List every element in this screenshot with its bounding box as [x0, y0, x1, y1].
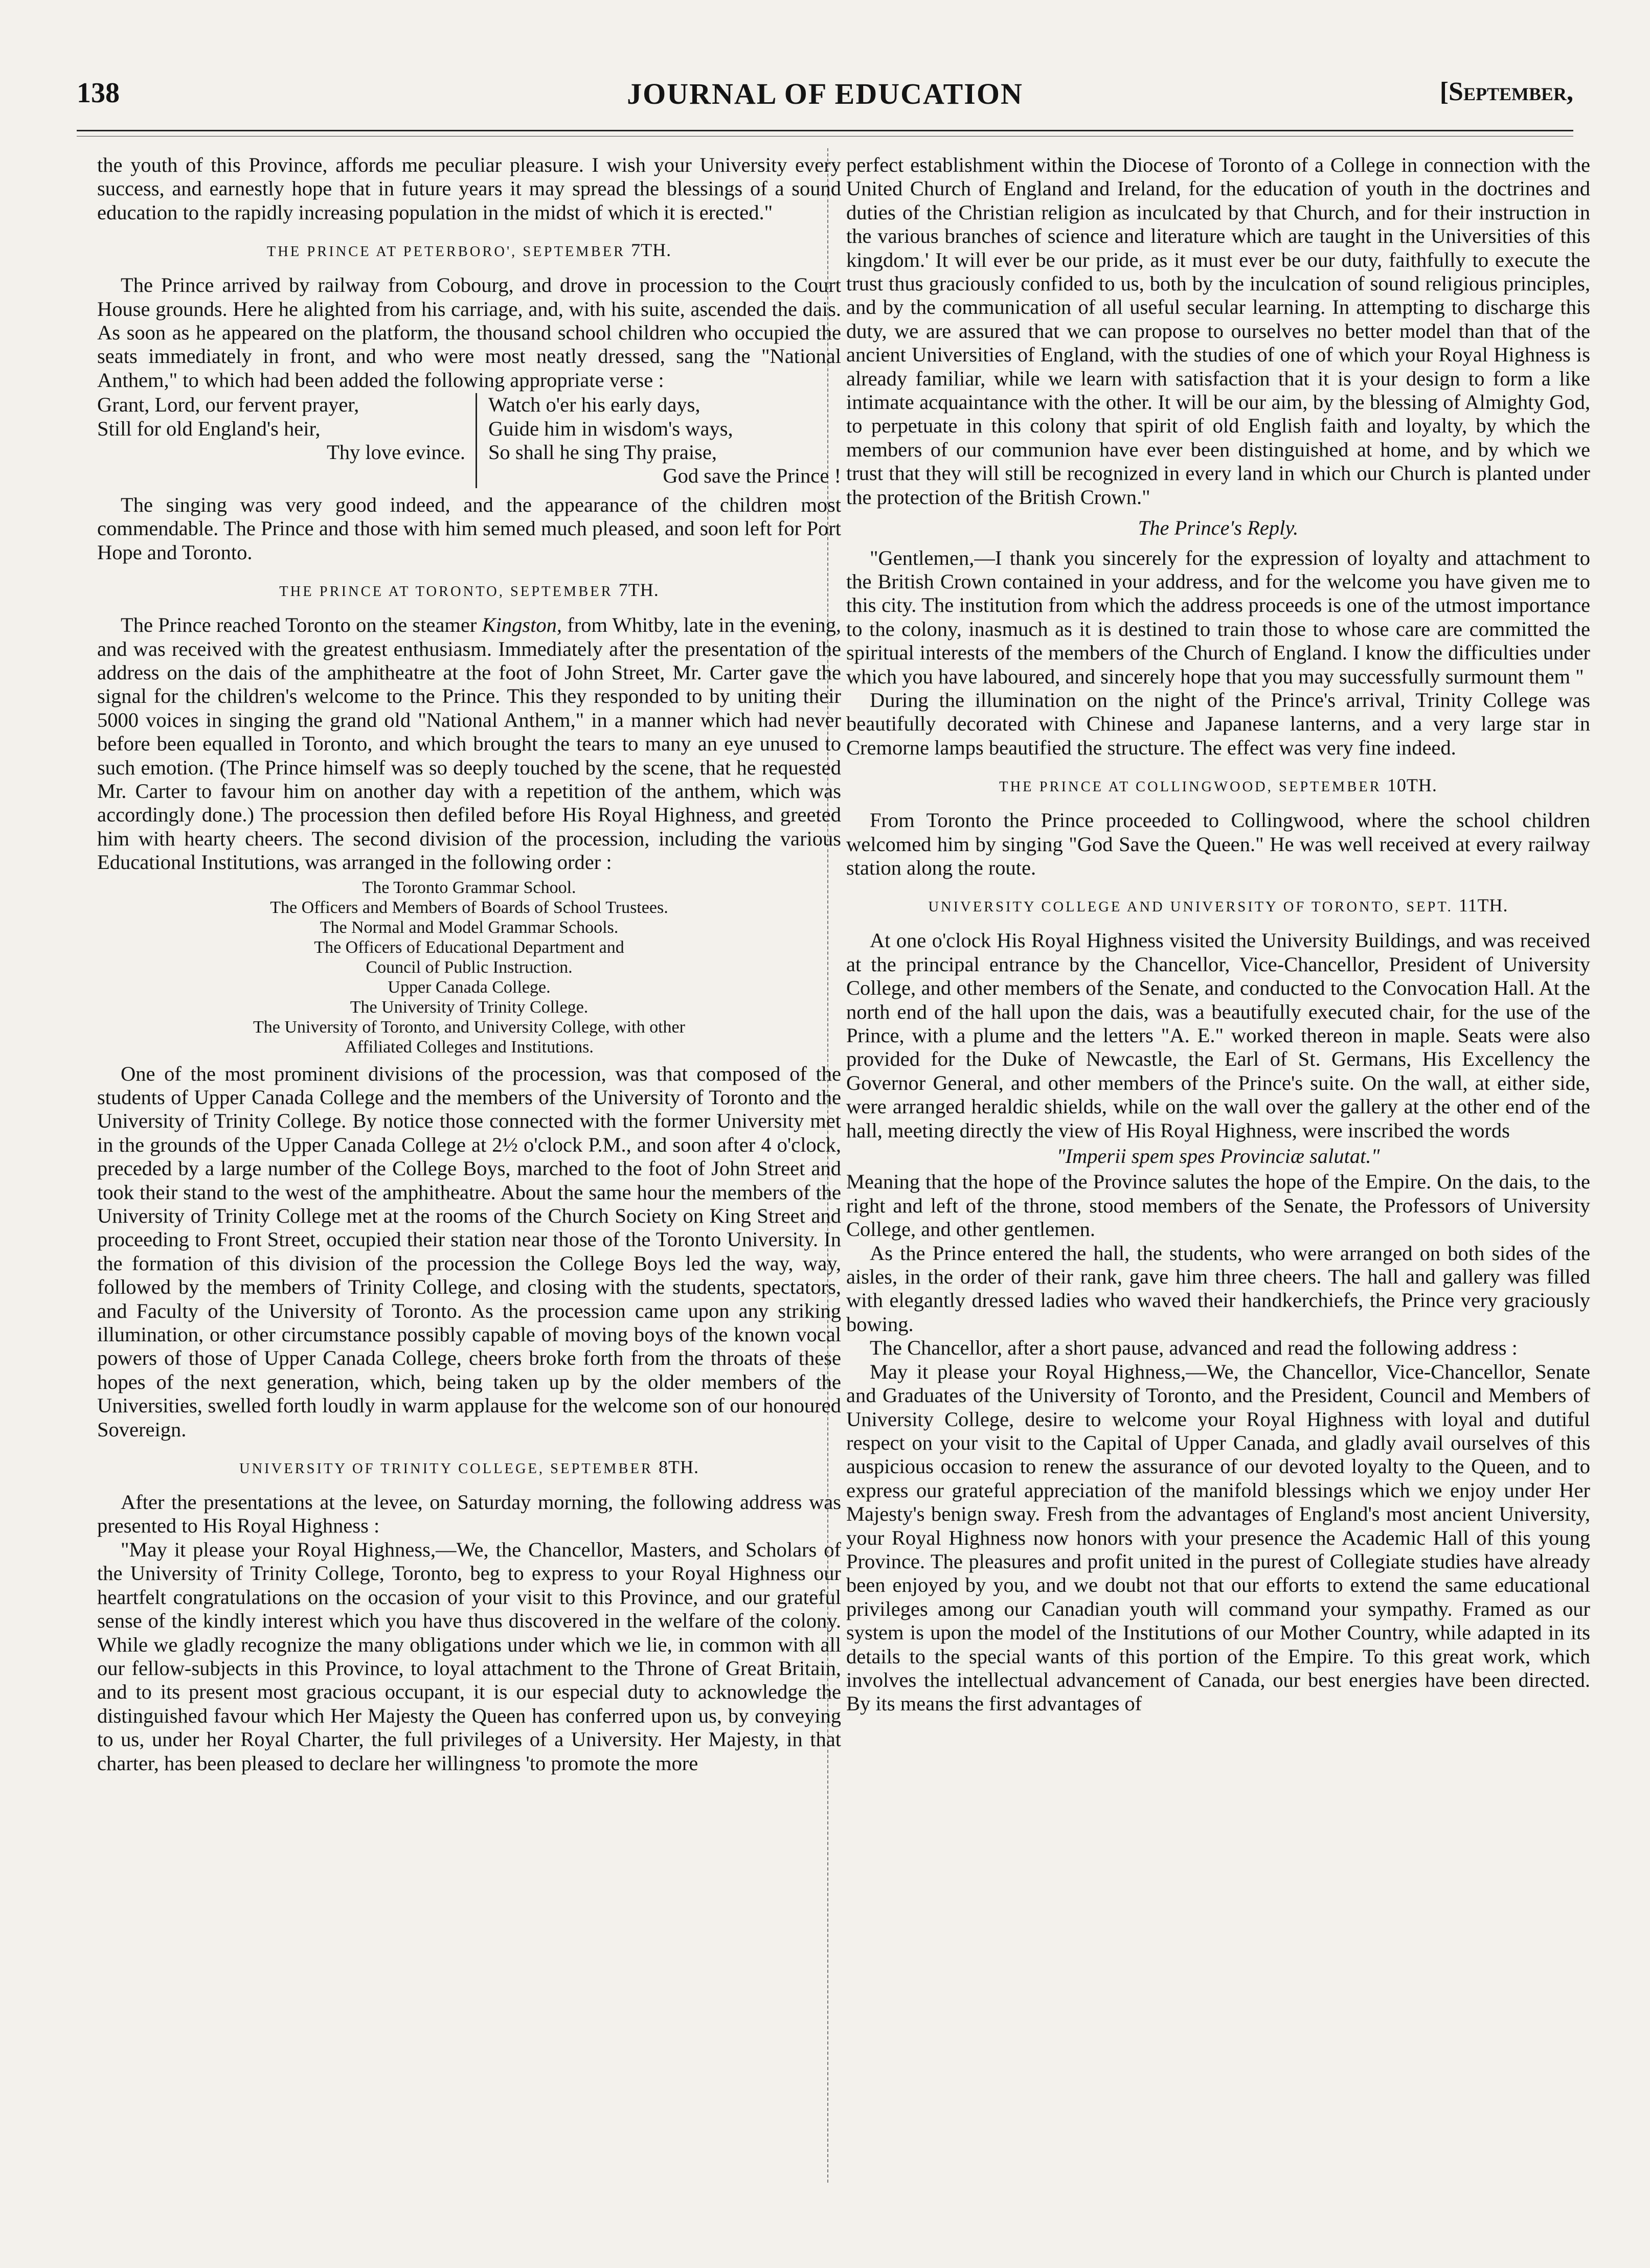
paragraph: During the illumination on the night of the Prince's arrival, Trinity College was beautifully decorated with Chinese and Japanese lanterns, and a very large star in Cremorne lamps beautified the structure. The effect was very fine indeed.: [846, 688, 1590, 759]
anthem-verse: [97, 393, 841, 488]
paragraph: One of the most prominent divisions of the procession, was that composed of the students of Upper Canada College and the members of the University of Toronto and the University of Trinity College. By notice those connected with the former University met in the grounds of the Upper Canada College at 2½ o'clock P.M., and soon after 4 o'clock, preceded by a large number of the College Boys, marched to the foot of John Street and took their stand to the west of the amphitheatre. About the same hour the members of the University of Trinity College met at the rooms of the Church Society on King Street and proceeding to Front Street, occupied their station near those of the Toronto University. In the formation of this division of the procession the College Boys led the way, way, followed by the members of Trinity College, and closing with the students, spectators, and Faculty of the University of Toronto. As the procession came upon any striking illumination, or other circumstance possibly capable of moving boys of the known vocal powers of those of Upper Canada College, cheers broke forth from the throats of these hopes of the next generation, which, being taken up by the older members of the Universities, swelled forth loudly in warm applause for the welcome son of our honoured Sovereign.: [97, 1062, 841, 1441]
procession-order: [97, 878, 841, 1057]
order-item: The University of Toronto, and University College, with other: [253, 1017, 685, 1037]
verse-line: So shall he sing Thy praise,: [488, 441, 717, 464]
order-item: The Officers and Members of Boards of School Trustees.: [270, 898, 668, 917]
verse-line: Watch o'er his early days,: [488, 393, 700, 417]
section-heading-collingwood: THE PRINCE AT COLLINGWOOD, SEPTEMBER 10TH.: [999, 775, 1437, 796]
running-head: [77, 77, 1573, 118]
paragraph: As the Prince entered the hall, the students, who were arranged on both sides of the aisles, in the order of their rank, gave him three cheers. The hall and gallery was filled with elegantly dressed ladies who waved their handkerchiefs, the Prince very graciously bowing.: [846, 1241, 1590, 1336]
verse-line: Guide him in wisdom's ways,: [488, 417, 733, 440]
page-number: 138: [77, 77, 120, 109]
verse-line: Grant, Lord, our fervent prayer,: [97, 393, 359, 417]
paragraph: The singing was very good indeed, and the appearance of the children most commendable. The Prince and those with him semed much pleased, and soon left for Port Hope and Toronto.: [97, 493, 841, 564]
paragraph: "Gentlemen,—I thank you sincerely for the expression of loyalty and attachment to the British Crown contained in your address, and for the welcome you have given me to this city. The institution from which the address proceeds is one of the utmost importance to the colony, inasmuch as it is destined to train those to whose care are committed the spiritual interests of the members of the Church of England. I know the difficulties under which you have laboured, and sincerely hope that you may successfully surmount them ": [846, 546, 1590, 688]
order-item: Affiliated Colleges and Institutions.: [345, 1037, 594, 1057]
paragraph: From Toronto the Prince proceeded to Collingwood, where the school children welcomed him by singing "God Save the Queen." He was well received at every railway station along the route.: [846, 809, 1590, 879]
issue-month: [September,: [1439, 77, 1573, 106]
section-heading-trinity: UNIVERSITY OF TRINITY COLLEGE, SEPTEMBER 8TH.: [239, 1457, 699, 1478]
journal-title: JOURNAL OF EDUCATION: [627, 77, 1023, 110]
order-item: The Toronto Grammar School.: [362, 878, 576, 897]
section-heading-university: UNIVERSITY COLLEGE AND UNIVERSITY OF TORONTO, SEPT. 11TH.: [928, 895, 1508, 916]
order-item: The University of Trinity College.: [350, 997, 589, 1017]
order-item: Upper Canada College.: [388, 977, 551, 997]
verse-line: Still for old England's heir,: [97, 417, 321, 440]
header-rule-thick: [77, 130, 1573, 131]
paragraph: The Chancellor, after a short pause, advanced and read the following address :: [870, 1336, 1518, 1360]
ship-name: Kingston,: [482, 613, 562, 637]
left-column: [97, 153, 841, 2178]
paragraph: Meaning that the hope of the Province salutes the hope of the Empire. On the dais, to the right and left of the throne, stood members of the Senate, the Professors of University College, and other gentlemen.: [846, 1170, 1590, 1241]
paragraph: "May it please your Royal Highness,—We, the Chancellor, Masters, and Scholars of the University of Trinity College, Toronto, beg to express to your Royal Highness our heartfelt congratulations on the occasion of your visit to this Province, and our grateful sense of the kindly interest which you have thus discovered in the welfare of the colony. While we gladly recognize the many obligations under which we lie, in common with all our fellow-subjects in this Province, to loyal attachment to the Throne of Great Britain, and to its present most gracious occupant, it is our especial duty to acknowledge the distinguished favour which Her Majesty the Queen has conferred upon us, by conveying to us, under her Royal Charter, the full privileges of a University. Her Majesty, in that charter, has been pleased to declare her willingness 'to promote the more: [97, 1538, 841, 1775]
paragraph: The Prince arrived by railway from Cobourg, and drove in procession to the Court House grounds. Here he alighted from his carriage, and, with his suite, ascended the dais. As soon as he appeared on the platform, the thousand school children who occupied the seats immediately in front, and who were most neatly dressed, sang the "National Anthem," to which had been added the following appropriate verse :: [97, 273, 841, 392]
paragraph: After the presentations at the levee, on Saturday morning, the following address was presented to His Royal Highness :: [97, 1491, 841, 1538]
order-item: The Officers of Educational Department and: [314, 937, 624, 957]
latin-motto: "Imperii spem spes Provinciæ salutat.": [1056, 1144, 1380, 1168]
verse-line: God save the Prince !: [663, 464, 841, 488]
order-item: The Normal and Model Grammar Schools.: [320, 918, 619, 937]
paragraph: May it please your Royal Highness,—We, the Chancellor, Vice-Chancellor, Senate and Graduates of the University of Toronto, and the President, Council and Members of University College, desire to welcome your Royal Highness with loyal and dutiful respect on your visit to the Capital of Upper Canada, and gladly avail ourselves of this auspicious occasion to renew the assurance of our devoted loyalty to the Queen, and to express our grateful appreciation of the manifold blessings which we enjoy under Her Majesty's benign sway. Fresh from the advantages of England's most ancient University, your Royal Highness now honors with your presence the Academic Hall of this young Province. The pleasures and profit united in the purest of Collegiate studies have already been enjoyed by you, and we doubt not that our efforts to extend the same educational privileges among our Canadian youth will command your sympathy. Framed as our system is upon the model of the Institutions of our Mother Country, while adapted in its details to the special wants of this portion of the Empire. To this great work, which involves the intellectual advancement of Canada, our best energies have been directed. By its means the first advantages of: [846, 1360, 1590, 1715]
paragraph: The Prince reached Toronto on the steamer Kingston, from Whitby, late in the evening, and was received with the greatest enthusiasm. Immediately after the presentation of the address on the dais of the amphitheatre at the foot of John Street, Mr. Carter gave the signal for the children's welcome to the Prince. This they responded to by uniting their 5000 voices in singing the grand old "National Anthem," in a manner which had never before been equalled in Toronto, and which brought the tears to many an eye unused to such emotion. (The Prince himself was so deeply touched by the scene, that he requested Mr. Carter to favour him on another day with a repetition of the anthem, which was accordingly done.) The procession then defiled before His Royal Highness, and greeted him with hearty cheers. The second division of the procession, including the various Educational Institutions, was arranged in the following order :: [97, 613, 841, 874]
paragraph: perfect establishment within the Diocese of Toronto of a College in connection with the United Church of England and Ireland, for the education of youth in the doctrines and duties of the Christian religion as inculcated by that Church, and for their instruction in the various branches of science and literature which are taught in the Universities of this kingdom.' It will ever be our pride, as it must ever be our duty, faithfully to execute the trust thus graciously confided to us, both by the inculcation of sound religious principles, and by the communication of all useful secular learning. In attempting to discharge this duty, we are assured that we can propose to ourselves no better model than that of the ancient Universities of England, with the studies of one of which your Royal Highness is already familiar, while we learn with satisfaction that it is your design to form a like intimate acquaintance with the other. It will be our aim, by the blessing of Almighty God, to perpetuate in this colony that spirit of old English faith and loyalty, by which the members of our communion have ever been distinguished at home, and by which we trust that they will still be recognized in every land in which our Church is planted under the protection of the British Crown.": [846, 153, 1590, 509]
reply-heading: The Prince's Reply.: [1138, 516, 1299, 540]
paragraph: At one o'clock His Royal Highness visited the University Buildings, and was received at the principal entrance by the Chancellor, Vice-Chancellor, President of University College, and other members of the Senate, and conducted to the Convocation Hall. At the north end of the hall upon the dais, was a beautifully executed chair, for the use of the Prince, with a plume and the letters "A. E." worked thereon in maple. Seats were also provided for the Duke of Newcastle, the Earl of St. Germans, His Excellency the Governor General, and other members of the Prince's suite. On the wall, at either side, were arranged heraldic shields, while on the wall over the gallery at the other end of the hall, meeting directly the view of His Royal Highness, were inscribed the words: [846, 929, 1590, 1142]
verse-line: Thy love evince.: [326, 441, 465, 464]
order-item: Council of Public Instruction.: [366, 957, 573, 977]
section-heading-toronto: THE PRINCE AT TORONTO, SEPTEMBER 7TH.: [279, 580, 659, 601]
paragraph: the youth of this Province, affords me peculiar pleasure. I wish your University every success, and earnestly hope that in future years it may spread the blessings of a sound education to the rapidly increasing population in the midst of which it is erected.": [97, 153, 841, 224]
section-heading-peterboro: THE PRINCE AT PETERBORO', SEPTEMBER 7TH.: [266, 240, 672, 261]
right-column: [846, 153, 1590, 2178]
